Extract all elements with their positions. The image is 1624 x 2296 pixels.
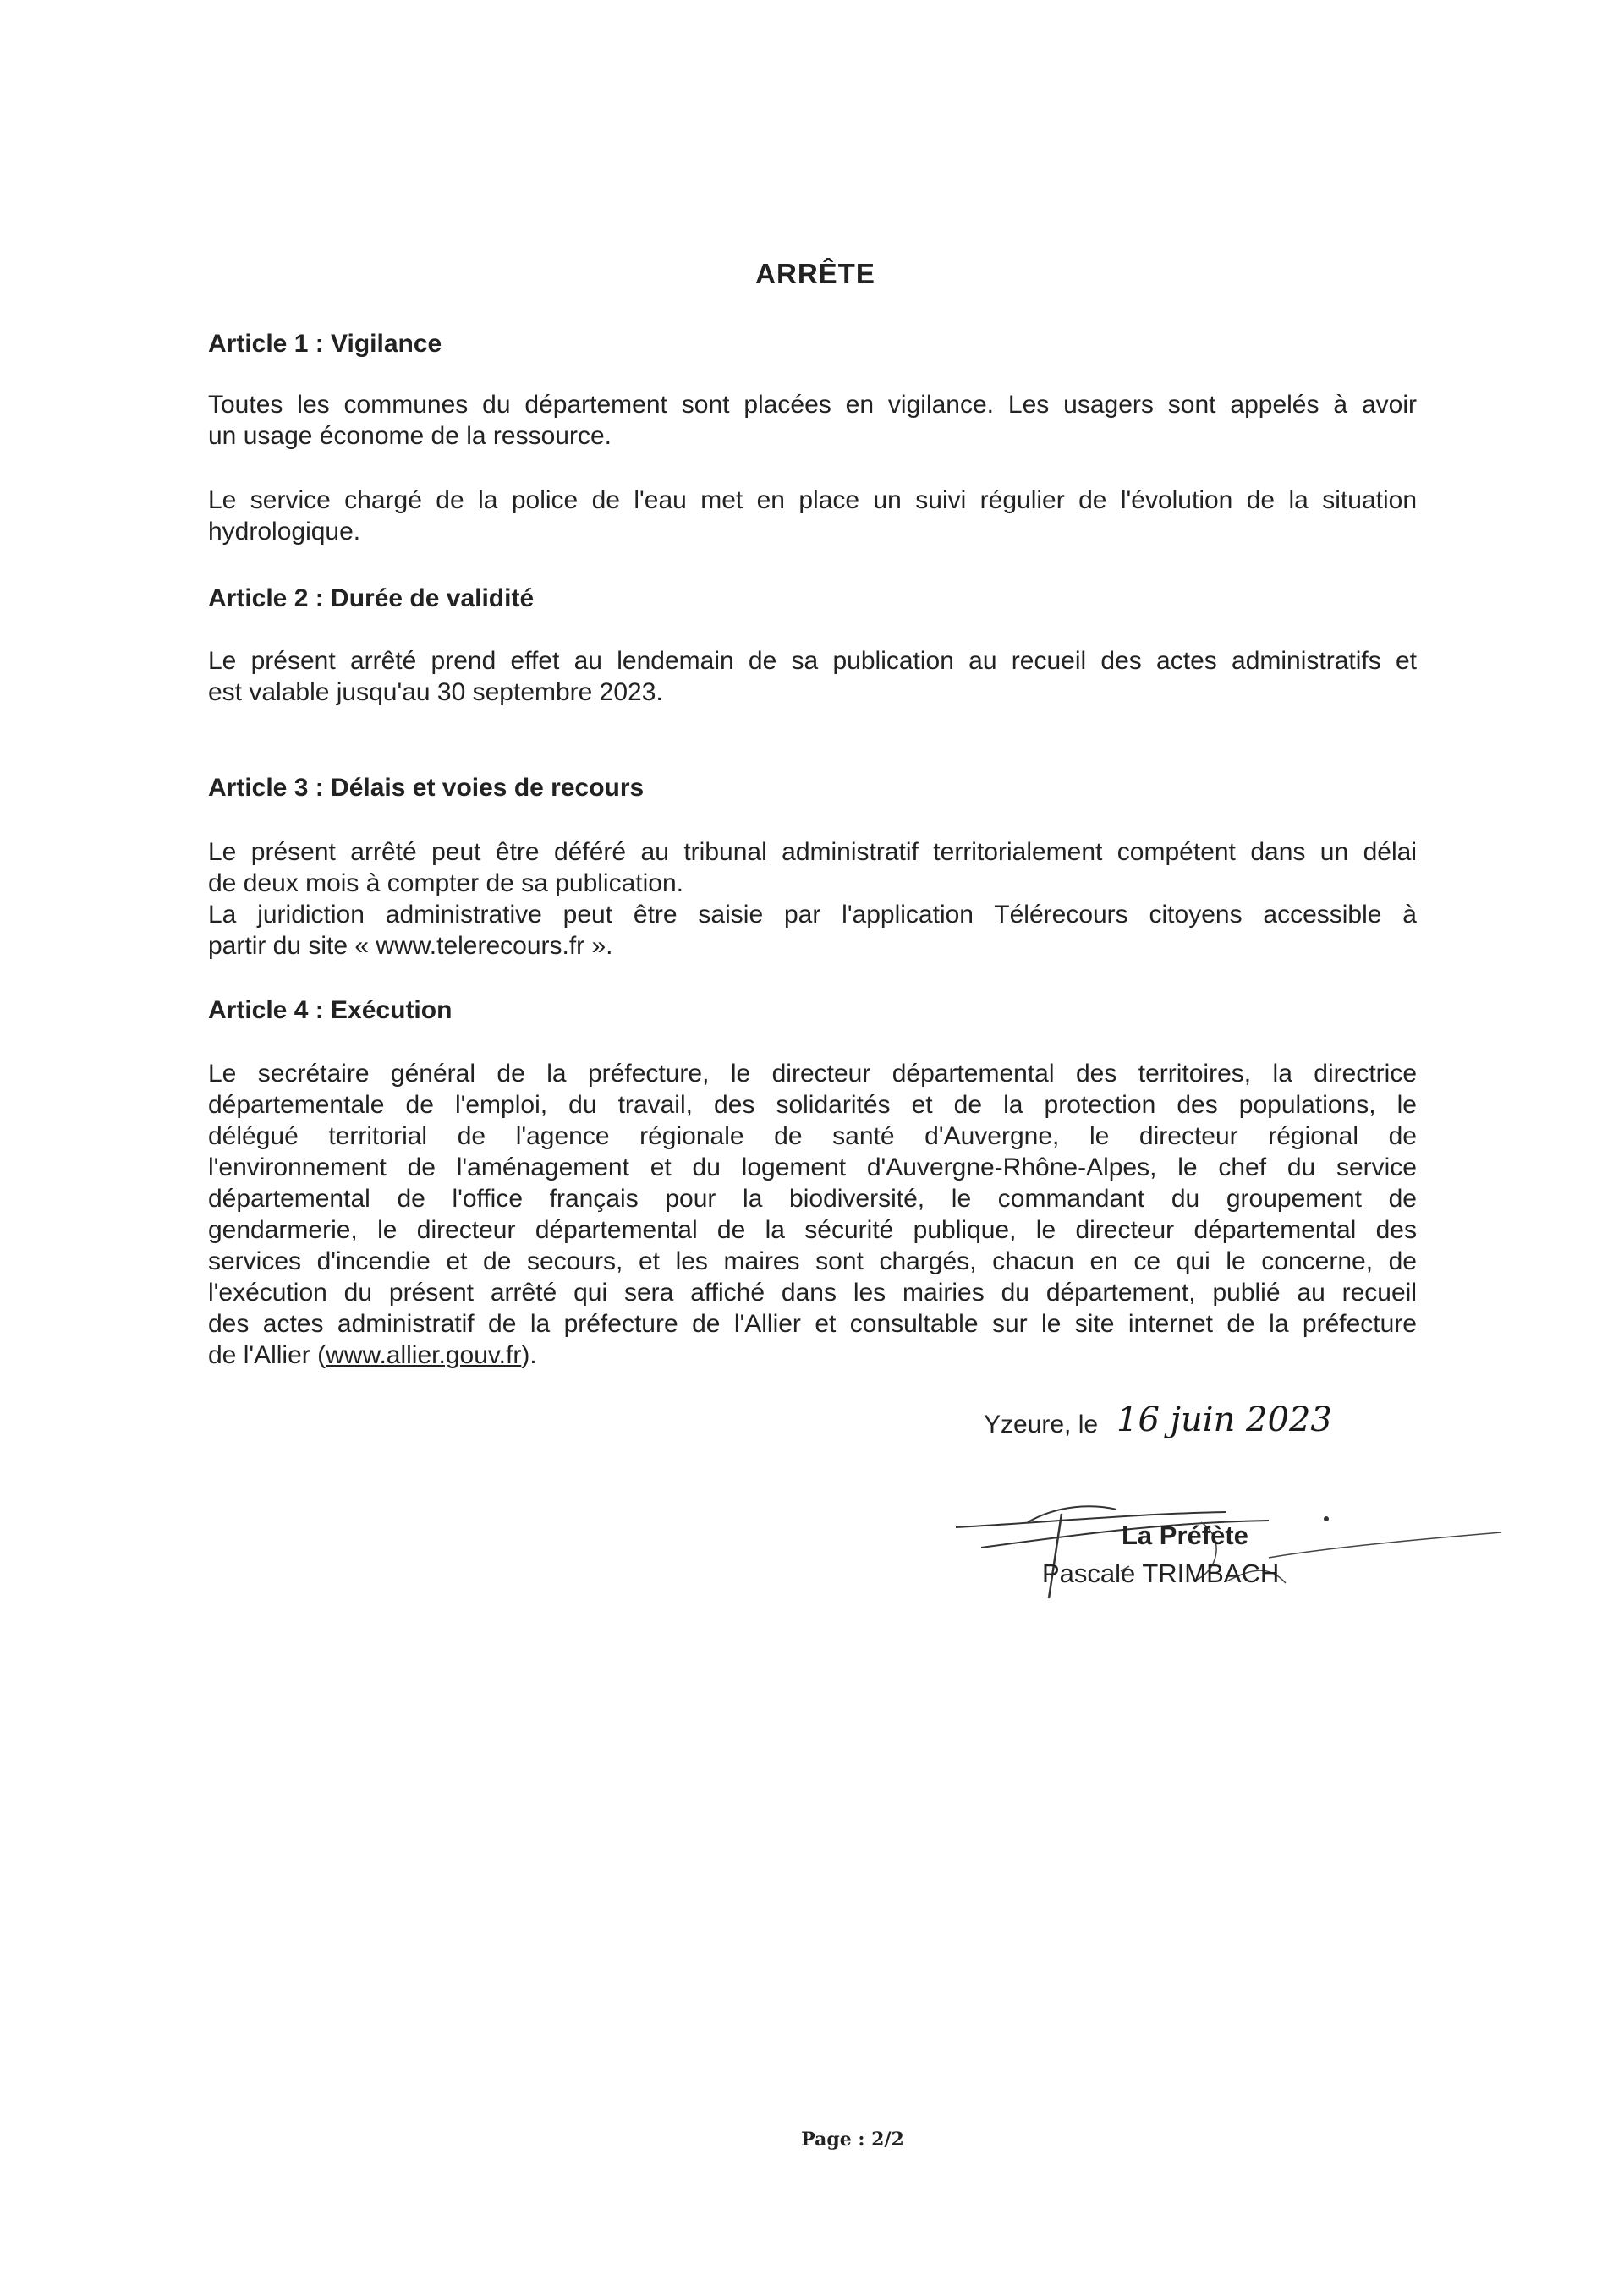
- article-paragraph: [208, 485, 1417, 547]
- text-line: l'environnement de l'aménagement et du logement d'Auvergne-Rhône-Alpes, le chef du service: [208, 1153, 1417, 1181]
- text-line: partir du site « www.telerecours.fr ».: [208, 932, 613, 960]
- document-title: ARRÊTE: [755, 258, 875, 289]
- text-line: services d'incendie et de secours, et les maires sont chargés, chacun en ce qui le concerne, de: [208, 1247, 1417, 1275]
- article-paragraph: [208, 645, 1417, 708]
- article-4: [208, 995, 1417, 1027]
- page-number: Page : 2/2: [801, 2129, 904, 2151]
- text-line: gendarmerie, le directeur départemental de la sécurité publique, le directeur départemental des: [208, 1216, 1417, 1244]
- text-line: de deux mois à compter de sa publication.: [208, 869, 683, 897]
- text-line: Le service chargé de la police de l'eau met en place un suivi régulier de l'évolution de la situation: [208, 486, 1417, 514]
- text-line: un usage économe de la ressource.: [208, 422, 612, 450]
- article-heading: Article 1 : Vigilance: [208, 330, 442, 358]
- text-line: Le secrétaire général de la préfecture, le directeur départemental des territoires, la directrice: [208, 1060, 1417, 1088]
- article-heading: Article 4 : Exécution: [208, 996, 453, 1024]
- text-fragment: de l'Allier (: [208, 1341, 326, 1369]
- text-line: est valable jusqu'au 30 septembre 2023.: [208, 678, 663, 706]
- text-line: [208, 1340, 1417, 1371]
- article-heading: Article 2 : Durée de validité: [208, 584, 535, 612]
- article-paragraph: [208, 389, 1417, 452]
- signatory-name: Pascale TRIMBACH: [1042, 1559, 1280, 1588]
- prefecture-website-link[interactable]: www.allier.gouv.fr: [326, 1341, 522, 1369]
- text-line: Le présent arrêté peut être déféré au tribunal administratif territorialement compétent dans un délai: [208, 838, 1417, 866]
- text-line: Toutes les communes du département sont placées en vigilance. Les usagers sont appelés à avoir: [208, 391, 1417, 419]
- text-line: hydrologique.: [208, 518, 361, 545]
- article-heading: Article 3 : Délais et voies de recours: [208, 774, 645, 802]
- signature-place: Yzeure, le: [984, 1411, 1099, 1438]
- handwritten-date: 16 juin 2023: [1116, 1400, 1332, 1439]
- text-line: La juridiction administrative peut être saisie par l'application Télérecours citoyens accessible à: [208, 901, 1417, 929]
- article-3: [208, 772, 1417, 804]
- article-1: [208, 328, 1417, 360]
- signatory-role: La Préfète: [1122, 1521, 1248, 1550]
- text-line: des actes administratif de la préfecture de l'Allier et consultable sur le site internet de la préfecture: [208, 1310, 1417, 1338]
- text-fragment: ).: [521, 1341, 537, 1369]
- text-line: départementale de l'emploi, du travail, des solidarités et de la protection des populations, le: [208, 1091, 1417, 1119]
- text-line: délégué territorial de l'agence régionale de santé d'Auvergne, le directeur régional de: [208, 1122, 1417, 1150]
- text-line: départemental de l'office français pour la biodiversité, le commandant du groupement de: [208, 1185, 1417, 1213]
- text-line: l'exécution du présent arrêté qui sera affiché dans les mairies du département, publié au recueil: [208, 1279, 1417, 1307]
- article-2: [208, 583, 1417, 615]
- article-paragraph: [208, 836, 1417, 962]
- text-line: Le présent arrêté prend effet au lendemain de sa publication au recueil des actes administratifs et: [208, 647, 1417, 675]
- article-paragraph: [208, 1058, 1417, 1371]
